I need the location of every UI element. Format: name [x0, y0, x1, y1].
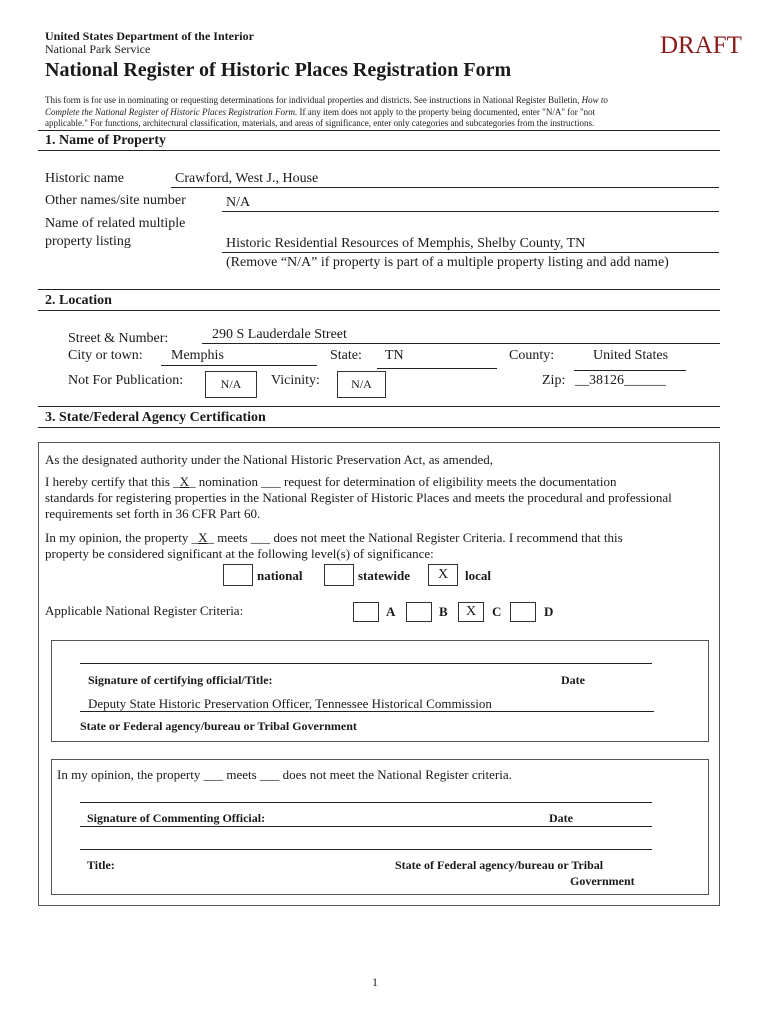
certifying-agency-label: State or Federal agency/bureau or Tribal Government [80, 719, 357, 733]
state-line [377, 368, 497, 369]
other-names-line [222, 211, 719, 212]
local-checkbox[interactable]: X [428, 564, 458, 586]
section-divider [38, 406, 720, 407]
related-listing-label-2: property listing [45, 234, 131, 249]
section-2-heading: 2. Location [45, 293, 112, 308]
section-divider [38, 289, 720, 290]
not-for-publication-label: Not For Publication: [68, 373, 184, 388]
city-value[interactable]: Memphis [171, 348, 224, 363]
criteria-d-checkbox[interactable] [510, 602, 536, 622]
not-for-publication-field[interactable]: N/A [205, 371, 257, 398]
criteria-b-checkbox[interactable] [406, 602, 432, 622]
other-names-value[interactable]: N/A [226, 195, 251, 210]
county-line [574, 370, 686, 371]
instructions-line-2: Complete the National Register of Historic Places Registration Form. If any item does not apply to the property being documented, enter "N/A" for "not [45, 107, 596, 117]
street-label: Street & Number: [68, 331, 169, 346]
local-label: local [465, 568, 491, 583]
comment-title-line[interactable] [80, 849, 652, 850]
city-line [161, 365, 317, 366]
zip-label: Zip: [542, 373, 566, 388]
criteria-d-label: D [544, 604, 554, 619]
statewide-checkbox[interactable] [324, 564, 354, 586]
section-divider [38, 150, 720, 151]
criteria-label: Applicable National Register Criteria: [45, 603, 244, 618]
vicinity-label: Vicinity: [271, 373, 320, 388]
related-listing-value[interactable]: Historic Residential Resources of Memphis, Shelby County, TN [226, 236, 586, 251]
national-checkbox[interactable] [223, 564, 253, 586]
certifying-official-title: Deputy State Historic Preservation Officer, Tennessee Historical Commission [88, 696, 492, 711]
comment-signature-line[interactable] [80, 802, 652, 803]
comment-agency-label-1: State of Federal agency/bureau or Tribal [395, 858, 604, 872]
instructions-line-3: applicable." For functions, architectural classification, materials, and areas of significance, enter only categories and subcategories from the instructions. [45, 118, 595, 128]
statewide-label: statewide [358, 568, 410, 583]
section-divider [38, 130, 720, 131]
signature-line[interactable] [80, 663, 652, 664]
service-name: National Park Service [45, 42, 151, 56]
zip-value[interactable]: __38126______ [575, 373, 666, 388]
criteria-c-checkbox[interactable]: X [458, 602, 484, 622]
certify-line-2: standards for registering properties in the National Register of Historic Places and meets the procedural and professional [45, 490, 672, 505]
national-label: national [257, 568, 303, 583]
county-value[interactable]: United States [593, 348, 669, 363]
comment-title-label: Title: [87, 858, 115, 872]
signature-label: Signature of certifying official/Title: [88, 673, 273, 687]
instructions-line-1: This form is for use in nominating or requesting determinations for individual properties and districts. See instructions in National Register Bulletin, How to [45, 95, 608, 105]
opinion-line-1: In my opinion, the property _X_ meets ___ does not meet the National Register Criteria. I recommend that this [45, 530, 623, 545]
section-divider [38, 310, 720, 311]
section-1-heading: 1. Name of Property [45, 133, 167, 148]
comment-date-label: Date [549, 811, 573, 825]
city-label: City or town: [68, 348, 143, 363]
criteria-a-checkbox[interactable] [353, 602, 379, 622]
street-line [202, 343, 720, 344]
street-value[interactable]: 290 S Lauderdale Street [212, 327, 347, 342]
opinion-line-2: property be considered significant at the following level(s) of significance: [45, 546, 434, 561]
historic-name-value[interactable]: Crawford, West J., House [175, 171, 319, 186]
vicinity-field[interactable]: N/A [337, 371, 386, 398]
page-number: 1 [372, 975, 378, 989]
certify-line-3: requirements set forth in 36 CFR Part 60. [45, 506, 261, 521]
certify-line-1: I hereby certify that this _X_ nomination ___ request for determination of eligibility meets the documentation [45, 474, 617, 489]
criteria-c-label: C [492, 604, 502, 619]
related-listing-note: (Remove “N/A” if property is part of a multiple property listing and add name) [226, 255, 669, 270]
signature-date-label: Date [561, 673, 585, 687]
related-listing-label-1: Name of related multiple [45, 216, 186, 231]
county-label: County: [509, 348, 555, 363]
section-3-heading: 3. State/Federal Agency Certification [45, 410, 266, 425]
other-names-label: Other names/site number [45, 193, 186, 208]
comment-opinion-text: In my opinion, the property ___ meets ___ does not meet the National Register criteria. [57, 767, 512, 782]
section-divider [38, 427, 720, 428]
draft-watermark: DRAFT [660, 32, 742, 59]
historic-name-line [171, 187, 719, 188]
related-listing-line [222, 252, 719, 253]
comment-agency-label-2: Government [570, 874, 635, 888]
criteria-a-label: A [386, 604, 396, 619]
comment-date-line [80, 826, 652, 827]
form-title: National Register of Historic Places Registration Form [45, 59, 512, 81]
state-value[interactable]: TN [385, 348, 404, 363]
state-label: State: [330, 348, 362, 363]
authority-text: As the designated authority under the National Historic Preservation Act, as amended, [45, 452, 494, 467]
comment-signature-label: Signature of Commenting Official: [87, 811, 266, 825]
criteria-b-label: B [439, 604, 448, 619]
historic-name-label: Historic name [45, 171, 124, 186]
title-line [80, 711, 654, 712]
agency-name: United States Department of the Interior [45, 29, 254, 43]
